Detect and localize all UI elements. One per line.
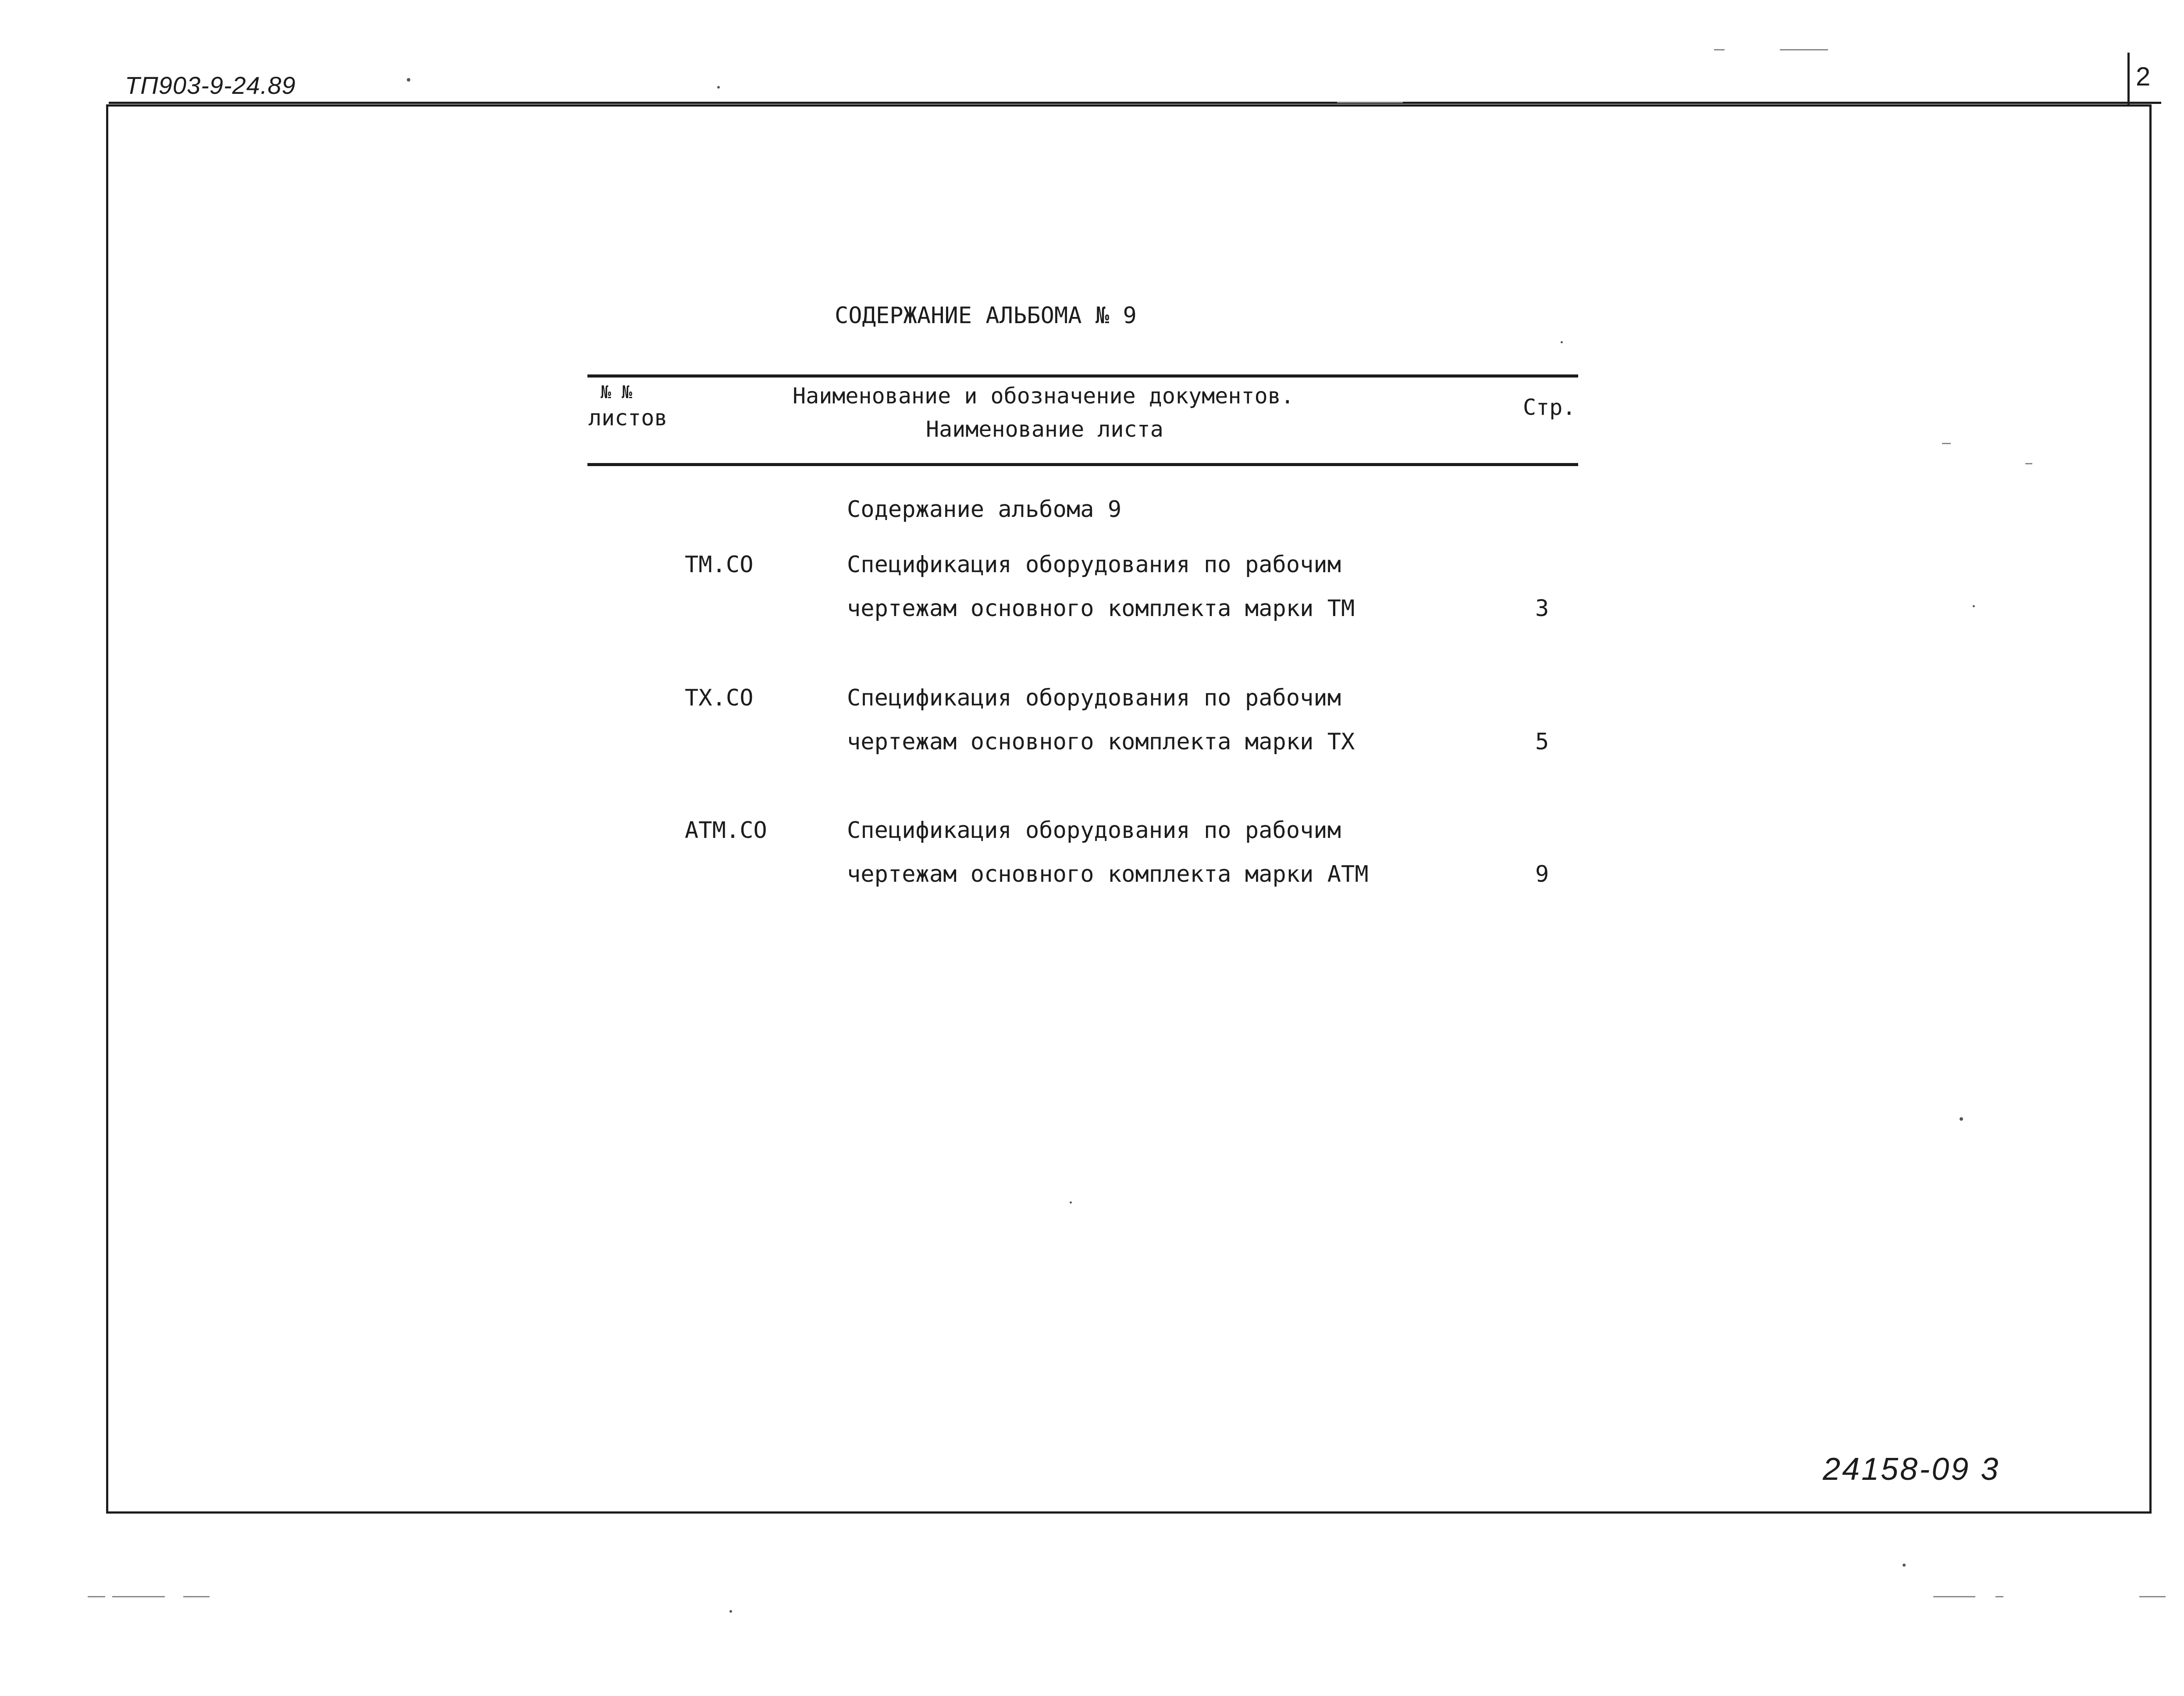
scan-dash (1337, 102, 1403, 103)
scan-speck (1561, 341, 1563, 343)
contents-entry: Содержание альбома 9 (847, 496, 1122, 523)
scan-speck (717, 86, 720, 89)
sheet-number-divider (2127, 53, 2130, 104)
row-page: 3 (1535, 595, 1549, 622)
row-code: ТМ.СО (685, 552, 754, 578)
scan-speck (1960, 1117, 1963, 1121)
scan-dash (112, 1596, 165, 1597)
document-code: ТП903-9-24.89 (125, 71, 296, 99)
scan-speck (1903, 1564, 1906, 1567)
scan-dash (183, 1596, 210, 1597)
row-title-line2: чертежам основного комплекта марки АТМ (847, 861, 1369, 887)
scan-dash (1714, 49, 1725, 50)
page-title: СОДЕРЖАНИЕ АЛЬБОМА № 9 (835, 303, 1137, 329)
row-title-line2: чертежам основного комплекта марки ТХ (847, 729, 1355, 755)
scan-speck (729, 1610, 732, 1613)
column-header-name-line2: Наименование листа (926, 417, 1163, 442)
scan-dash (88, 1596, 105, 1597)
row-title-line1: Спецификация оборудования по рабочим (847, 685, 1341, 711)
top-border-line (109, 102, 2161, 104)
scan-dash (2025, 463, 2032, 464)
row-code: АТМ.СО (685, 817, 767, 844)
row-page: 9 (1535, 861, 1549, 887)
column-header-name-line1: Наименование и обозначение документов. (793, 383, 1294, 409)
scan-dash (1780, 49, 1828, 50)
table-header-bottom-rule (587, 463, 1578, 466)
row-code: ТХ.СО (685, 685, 754, 711)
column-header-page: Стр. (1523, 395, 1576, 420)
sheet-number: 2 (2136, 62, 2151, 91)
column-header-number-sign: № № (601, 382, 633, 403)
scan-speck (1973, 605, 1975, 607)
scan-speck (407, 78, 410, 82)
column-header-sheets: листов (588, 405, 668, 431)
table-header-top-rule (587, 374, 1578, 378)
scan-dash (2139, 1596, 2166, 1597)
row-title-line1: Спецификация оборудования по рабочим (847, 552, 1341, 578)
scan-speck (1070, 1201, 1072, 1204)
scan-dash (1995, 1596, 2003, 1597)
row-page: 5 (1535, 729, 1549, 755)
archive-stamp: 24158-09 3 (1823, 1452, 2000, 1487)
row-title-line1: Спецификация оборудования по рабочим (847, 817, 1341, 844)
scan-dash (1942, 443, 1951, 444)
scan-dash (1933, 1596, 1975, 1597)
row-title-line2: чертежам основного комплекта марки ТМ (847, 595, 1355, 622)
